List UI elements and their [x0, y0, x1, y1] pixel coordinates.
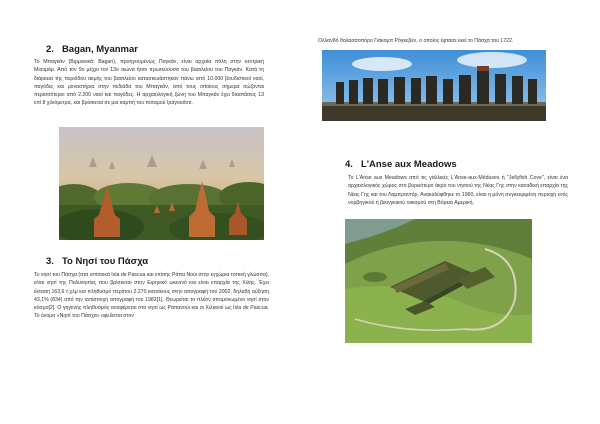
section-3-heading — [46, 256, 148, 267]
section-2-number: 2. — [46, 44, 54, 55]
section-3-number: 3. — [46, 256, 54, 267]
bagan-temples-photo — [59, 127, 264, 240]
section-4-title: L'Anse aux Meadows — [360, 159, 457, 170]
section-4-body: Το L'Anse aux Meadows από τις γαλλικές L'Anse-aux-Méduses ή "Jellyfish Cove", είναι ένα αρχαιολογικός χώρος στο βορειότερο άκρο του νησιού της Νέας Γης στην καναδική επαρχία της Νέας Γης και του Λαμπραντόρ. Ανακαλύφθηκε το 1960, είναι η μόνη συγκεκριμένη περιοχή ενός νορβηγικού ή βικινγκικού οικισμού στη Βόρεια Αμερική. — [348, 175, 568, 206]
section-2-heading — [46, 44, 138, 55]
section-2-body: Το Μπαγκάν (Βιρμανικά: Bagan), προηγουμένως Παγκάν, είναι αρχαία πόλη στην κεντρική Μιανμάρ. Από τον 9ο μέχρι τον 13ο αιώνα ήταν πρωτεύουσα του βασιλείου του Παγκάν. Κατά τη διάρκεια της περιόδου ακμής του βασιλείου κατασκευάστηκαν πάνω από 10.000 βουδιστικοί ναοί, παγόδες και μοναστήρια στην πεδιάδα του Μπαγκάν, από τους οποίους σήμερα σώζονται περισσότεροι από 2.200 ναοί και παγόδες. Η αρχαιολογική ζώνη του Μπαγκάν έχει διαστάσεις 13 επί 8 χιλιόμετρα, και βρίσκεται σε μια καμπή του ποταμού Ιραγουάντι. — [34, 59, 264, 107]
section-3-title: Το Νησί του Πάσχα — [61, 256, 149, 267]
section-4-number: 4. — [345, 159, 353, 170]
section-4-heading — [345, 159, 457, 170]
section-3-continued-text: Ολλανδό θαλασσοπόρο Γιάκομπ Ρόγκεβεν, ο οποίος έφτασε εκεί το Πάσχα του 1722. — [318, 38, 514, 44]
section-3-body: Το νησί του Πάσχα (στα ισπανικά Isla de Pascua και επίσης Ράπα Νούι στην εγχώρια τοπική γλώσσα), είναι νησί της Πολυνησίας που βρίσκεται στον Ειρηνικό ωκεανό και είναι επαρχία της Χιλής. Έχει έκταση 163,6 τ.χλμ και πληθυσμό περίπου 2.270 κατοίκους στην απογραφή του 2002, δηλαδή αύξηση 43,1% (834) από την αντίστοιχη απογραφή του 1982[1]. Θεωρείται το πλέον απομονωμένο νησί στον κόσμο[2]. Ο γηγενής πληθυσμός αναφέρεται στο νησί ως Ραπανούι και οι Χιλιανοί ως Isla de Pascua. Το όνομα «Νησί του Πάσχα» οφείλεται στον — [34, 272, 269, 320]
section-2-title: Bagan, Myanmar — [61, 44, 138, 55]
anse-aux-meadows-photo — [345, 219, 532, 343]
moai-statues-photo — [322, 50, 546, 121]
